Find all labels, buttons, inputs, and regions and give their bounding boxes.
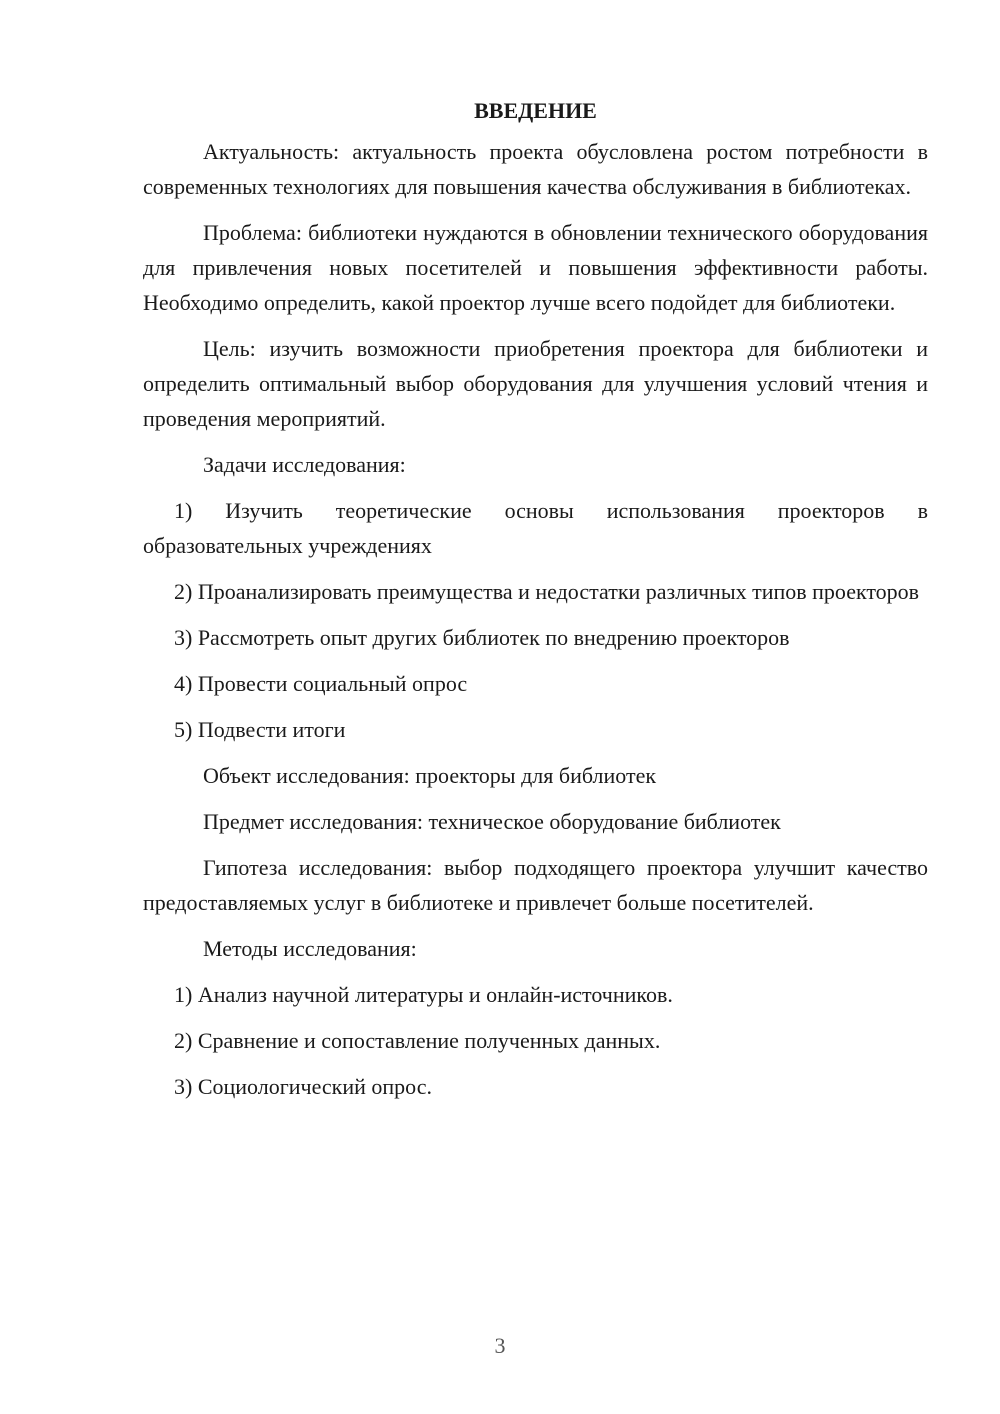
methods-heading: Методы исследования: [203,936,417,961]
task-item: 5) Подвести итоги [174,717,346,742]
problem-paragraph: Проблема: библиотеки нуждаются в обновлении технического оборудования для привлечения новых посетителей и повышения эффективности работы. Необходимо определить, какой проектор лучше всего подойдет для библиотеки. [143,220,928,315]
method-item: 2) Сравнение и сопоставление полученных данных. [174,1028,661,1053]
document-page [143,96,928,1115]
research-object: Объект исследования: проекторы для библиотек [203,763,657,788]
relevance-paragraph: Актуальность: актуальность проекта обусловлена ростом потребности в современных технологиях для повышения качества обслуживания в библиотеках. [143,139,928,199]
task-item: 1) Изучить теоретические основы использования проекторов в образовательных учреждениях [143,498,928,558]
method-item: 3) Социологический опрос. [174,1074,432,1099]
tasks-heading: Задачи исследования: [203,452,406,477]
goal-paragraph: Цель: изучить возможности приобретения проектора для библиотеки и определить оптимальный выбор оборудования для улучшения условий чтения и проведения мероприятий. [143,336,928,431]
research-hypothesis: Гипотеза исследования: выбор подходящего проектора улучшит качество предоставляемых услуг в библиотеке и привлечет больше посетителей. [143,855,928,915]
task-item: 2) Проанализировать преимущества и недостатки различных типов проекторов [174,579,920,604]
method-item: 1) Анализ научной литературы и онлайн-источников. [174,982,673,1007]
page-number: 3 [494,1333,506,1358]
task-item: 4) Провести социальный опрос [174,671,468,696]
task-item: 3) Рассмотреть опыт других библиотек по внедрению проекторов [174,625,790,650]
research-subject: Предмет исследования: техническое оборудование библиотек [203,809,781,834]
section-title: ВВЕДЕНИЕ [474,98,597,123]
